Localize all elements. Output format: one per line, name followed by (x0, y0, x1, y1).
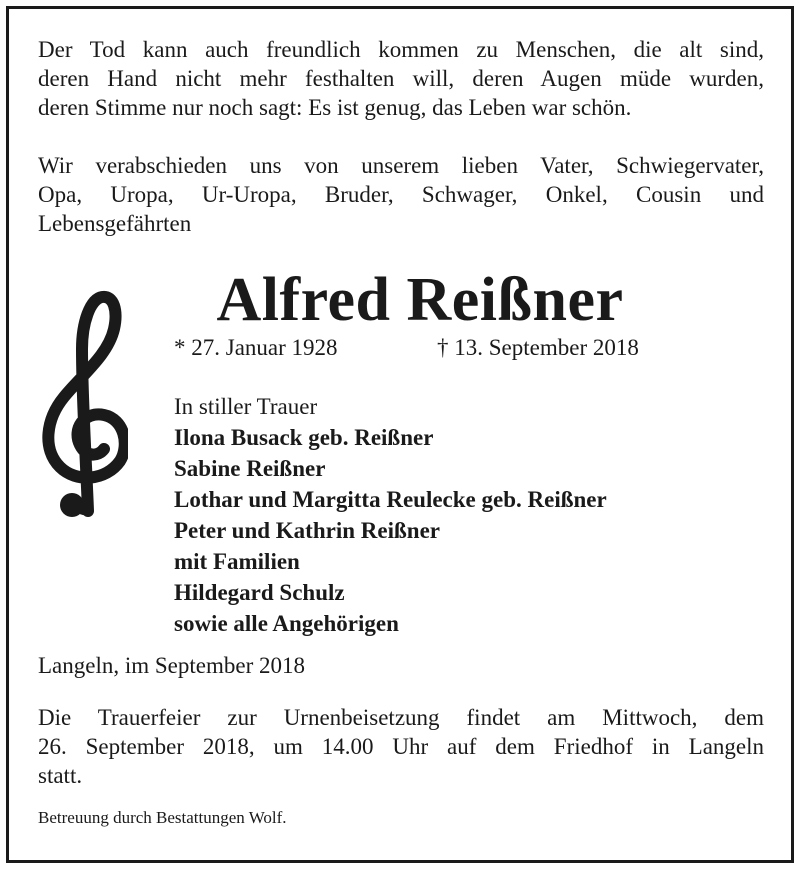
poem (38, 35, 764, 122)
ceremony-line-1: Die Trauerfeier zur Urnenbeisetzung findet am Mittwoch, dem (38, 705, 764, 730)
mourners-list (174, 391, 607, 639)
poem-line-2: deren Hand nicht mehr festhalten will, deren Augen müde wurden, (38, 66, 764, 91)
poem-line-3: deren Stimme nur noch sagt: Es ist genug, das Leben war schön. (38, 95, 632, 120)
mourner-name: Lothar und Margitta Reulecke geb. Reißner (174, 487, 607, 512)
mourner-name: Ilona Busack geb. Reißner (174, 425, 434, 450)
place-date (38, 651, 764, 680)
poem-line-1: Der Tod kann auch freundlich kommen zu Menschen, die alt sind, (38, 37, 764, 62)
farewell-line-3: Lebensgefährten (38, 211, 192, 236)
farewell-text (38, 151, 764, 238)
mourner-name: Sabine Reißner (174, 456, 326, 481)
ceremony-line-3: statt. (38, 763, 83, 788)
mourner-name: Peter und Kathrin Reißner (174, 518, 440, 543)
birth-date: * 27. Januar 1928 (174, 335, 338, 360)
death-date: † 13. September 2018 (437, 335, 639, 360)
ceremony-line-2: 26. September 2018, um 14.00 Uhr auf dem Friedhof in Langeln (38, 734, 764, 759)
mourners-intro: In stiller Trauer (174, 394, 318, 419)
farewell-line-1: Wir verabschieden uns von unserem lieben Vater, Schwiegervater, (38, 153, 764, 178)
obituary-notice (6, 6, 794, 863)
undertaker-credit: Betreuung durch Bestattungen Wolf. (38, 808, 287, 827)
ceremony-text (38, 703, 764, 790)
mourner-name: sowie alle Angehörigen (174, 611, 399, 636)
place-date-text: Langeln, im September 2018 (38, 653, 305, 678)
mourner-name: Hildegard Schulz (174, 580, 345, 605)
mourner-name: mit Familien (174, 549, 300, 574)
deceased-name: Alfred Reißner (216, 266, 624, 334)
farewell-line-2: Opa, Uropa, Ur-Uropa, Bruder, Schwager, Onkel, Cousin und (38, 182, 764, 207)
